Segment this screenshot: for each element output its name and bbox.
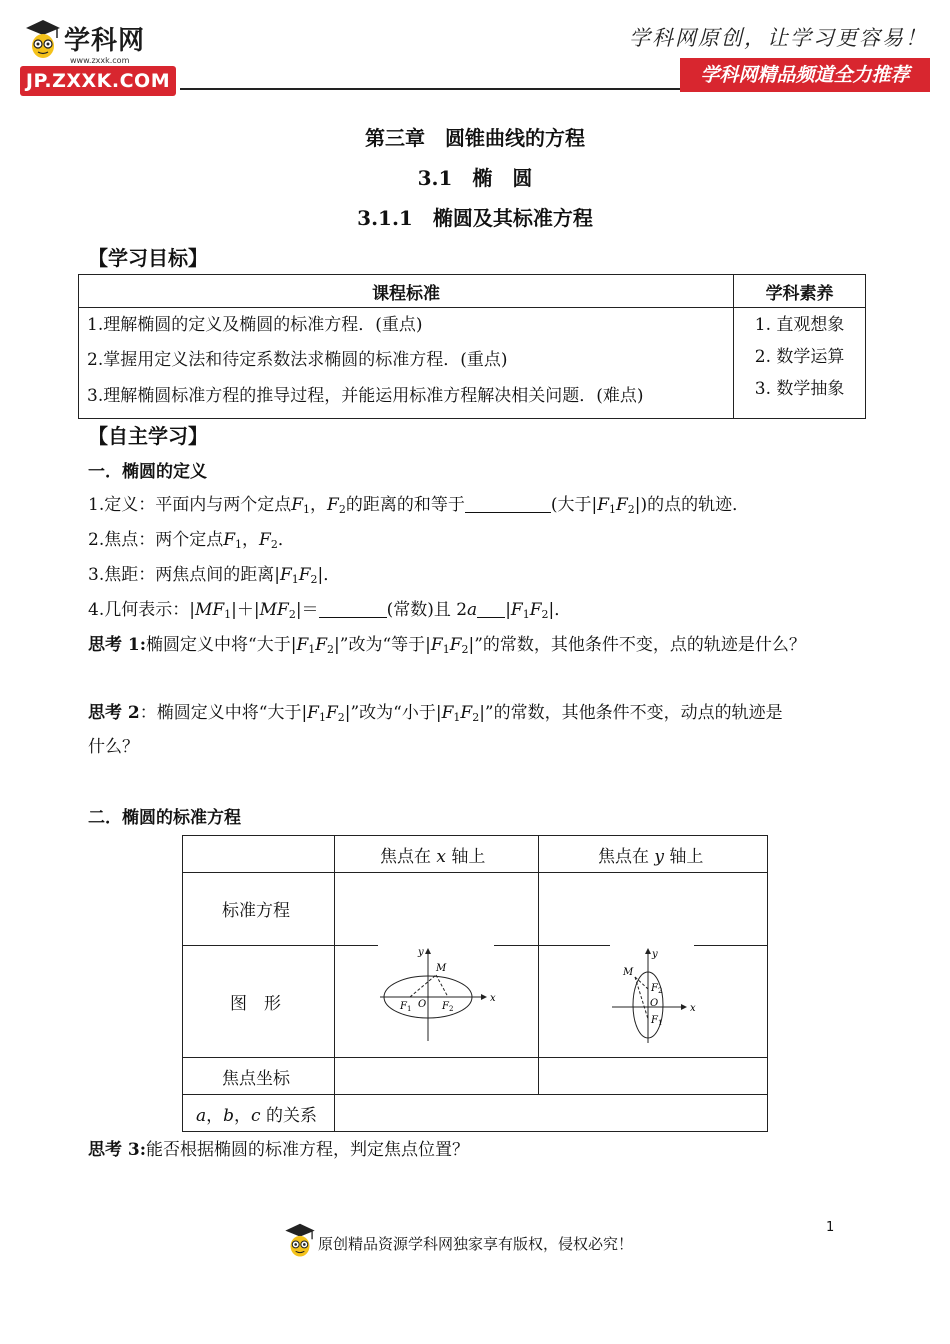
point-m-label: M [623,967,634,978]
svg-text:2: 2 [658,987,663,995]
subsection-title: 3.1.1 椭圆及其标准方程 [357,206,593,230]
f1-label: F [400,1001,407,1012]
goals-col-standard: 课程标准 [79,275,734,308]
think1-line: 思考 1:椭圆定义中将“大于$|F_1F_2|$”改为“等于$|F_1F_2|$”的常数，其他条件不变，点的轨迹是什么？ [88,635,806,656]
think2-line-2: 什么？ [88,737,139,757]
point-m-label: M [436,963,447,974]
col-y-axis-header: 焦点在 y 轴上 [598,847,704,867]
literacy-item: 2. 数学运算 [754,347,845,367]
row-figure: 图 形 [230,994,281,1014]
origin-label: O [418,999,427,1010]
geometry-line: 4.几何表示：$|MF_1|+|MF_2|=$ (常数)且 2a $|F_1F_2|$． [88,600,572,621]
page-number: 1 [826,1220,835,1235]
literacy-cell [734,308,866,419]
goals-col-literacy: 学科素养 [734,275,866,308]
foci-line: 2.焦点：两个定点$F_1$，$F_2$． [88,530,295,551]
standard-equation-table [182,835,768,1132]
col-x-axis-header: 焦点在 x 轴上 [380,847,486,867]
definition-line: 1.定义：平面内与两个定点$F_1$，$F_2$的距离的和等于 (大于$|F_1F_2|$)的点的轨迹． [88,495,750,516]
logo-url-small: www.zxxk.com [70,56,130,65]
y-label: y [652,949,658,960]
x-label: x [490,993,496,1004]
f2-label: F [442,1001,449,1012]
mascot-icon [24,18,62,62]
f2-label: F [651,983,658,994]
think3-line: 思考 3:能否根据椭圆的标准方程，判定焦点位置？ [88,1140,470,1160]
goals-heading: 【学习目标】 [88,246,208,270]
literacy-item: 1. 直观想象 [754,315,845,335]
x-label: x [690,1003,696,1014]
svg-text:2: 2 [449,1005,454,1013]
chapter-title: 第三章 圆锥曲线的方程 [365,126,585,150]
goals-table [78,274,866,419]
page-header [0,0,950,100]
standard-item: 2.掌握用定义法和待定系数法求椭圆的标准方程．(重点) [87,350,508,370]
standard-item: 3.理解椭圆标准方程的推导过程，并能运用标准方程解决相关问题．(难点) [87,386,644,406]
logo-name: 学科网 [64,26,146,56]
part1-title: 一．椭圆的定义 [88,462,207,482]
origin-label: O [650,998,659,1009]
ellipse-y-axis-figure [608,945,698,1045]
section-title: 3.1 椭 圆 [417,166,533,190]
site-logo[interactable] [20,14,180,98]
standards-cell [79,308,734,419]
svg-text:1: 1 [407,1005,412,1013]
self-study-heading: 【自主学习】 [88,424,208,448]
y-label: y [418,947,424,958]
standard-item: 1.理解椭圆的定义及椭圆的标准方程．(重点) [87,315,423,335]
focal-distance-line: 3.焦距：两焦点间的距离$|F_1F_2|$． [88,565,341,586]
svg-text:1: 1 [658,1019,663,1027]
header-slogan: 学科网原创，让学习更容易！ [629,26,928,50]
copyright-notice: 原创精品资源学科网独家享有版权，侵权必究！ [318,1235,634,1253]
part2-title: 二．椭圆的标准方程 [88,808,241,828]
logo-url[interactable]: JP.ZXXK.COM [20,66,176,96]
ellipse-x-axis-figure [378,945,498,1045]
row-abc-relation: a，b，c 的关系 [196,1106,317,1126]
header-banner[interactable]: 学科网精品频道全力推荐 [680,58,930,92]
definition-blank[interactable] [465,495,551,513]
constant-blank[interactable] [319,600,387,618]
think2-line: 思考 2：椭圆定义中将“大于$|F_1F_2|$”改为“小于$|F_1F_2|$”的常数，其他条件不变，动点的轨迹是 [88,703,783,724]
footer-mascot-icon [283,1222,317,1260]
row-standard-equation: 标准方程 [222,901,290,921]
literacy-item: 3. 数学抽象 [754,379,845,399]
row-foci-coords: 焦点坐标 [222,1069,290,1089]
relation-blank[interactable] [477,600,505,618]
f1-label: F [651,1015,658,1026]
header-divider [180,88,680,90]
